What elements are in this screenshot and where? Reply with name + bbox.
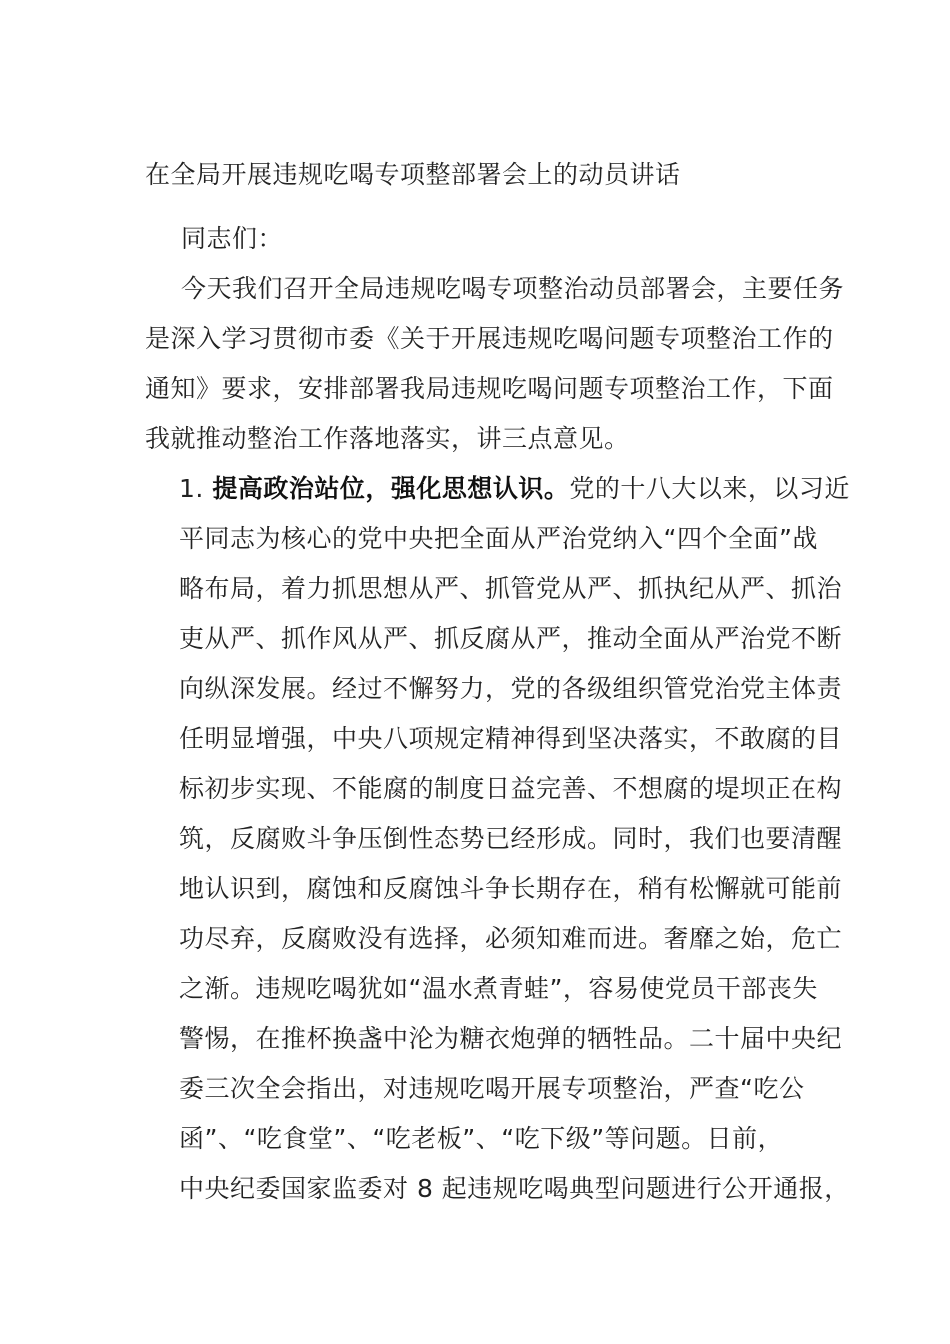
intro-line: 是深入学习贯彻市委《关于开展违规吃喝问题专项整治工作的: [145, 324, 834, 353]
intro-line: 我就推动整治工作落地落实，讲三点意见。: [145, 424, 630, 453]
section-1-line: 筑，反腐败斗争压倒性态势已经形成。同时，我们也要清醒: [179, 824, 843, 853]
section-1-first-line: [179, 473, 850, 505]
section-1-line: 中央纪委国家监委对 8 起违规吃喝典型问题进行公开通报，: [179, 1174, 850, 1203]
intro-line: 通知》要求，安排部署我局违规吃喝问题专项整治工作，下面: [145, 374, 834, 403]
section-1-line: 任明显增强，中央八项规定精神得到坚决落实，不敢腐的目: [179, 724, 843, 753]
section-1-line: 委三次全会指出，对违规吃喝开展专项整治，严查“吃公: [179, 1074, 805, 1103]
section-1-number: 1.: [179, 474, 204, 503]
section-1-heading: 提高政治站位，强化思想认识。: [212, 474, 570, 503]
salutation: 同志们：: [181, 224, 284, 253]
intro-line: 今天我们召开全局违规吃喝专项整治动员部署会，主要任务: [181, 274, 845, 303]
section-1-line: 向纵深发展。经过不懈努力，党的各级组织管党治党主体责: [179, 674, 843, 703]
section-1-line: 函”、“吃食堂”、“吃老板”、“吃下级”等问题。日前，: [179, 1124, 784, 1153]
section-1-line: 吏从严、抓作风从严、抓反腐从严，推动全面从严治党不断: [179, 624, 843, 653]
section-1-line: 略布局，着力抓思想从严、抓管党从严、抓执纪从严、抓治: [179, 574, 843, 603]
section-1-first-line-rest: 党的十八大以来，以习近: [569, 474, 850, 503]
section-1-line: 警惕，在推杯换盏中沦为糖衣炮弹的牺牲品。二十届中央纪: [179, 1024, 843, 1053]
section-1-line: 平同志为核心的党中央把全面从严治党纳入“四个全面”战: [179, 524, 818, 553]
section-1-line: 标初步实现、不能腐的制度日益完善、不想腐的堤坝正在构: [179, 774, 843, 803]
section-1-line: 之渐。违规吃喝犹如“温水煮青蛙”，容易使党员干部丧失: [179, 974, 818, 1003]
section-1-line: 功尽弃，反腐败没有选择，必须知难而进。奢靡之始，危亡: [179, 924, 843, 953]
document-title: 在全局开展违规吃喝专项整部署会上的动员讲话: [145, 160, 681, 189]
section-1-line: 地认识到，腐蚀和反腐蚀斗争长期存在，稍有松懈就可能前: [179, 874, 843, 903]
